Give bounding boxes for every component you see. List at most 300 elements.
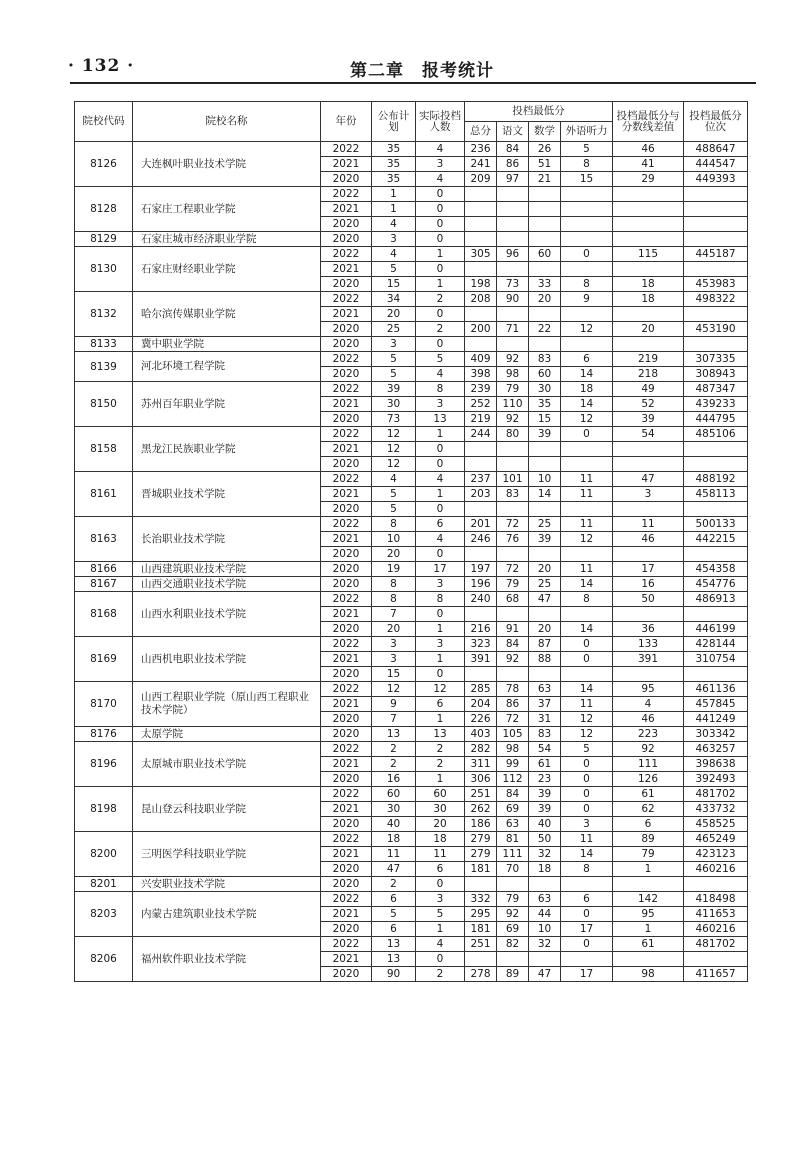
total-cell: 181: [465, 862, 497, 877]
plan-cell: 12: [372, 457, 416, 472]
table-row: [75, 337, 748, 352]
school-name-cell: 三明医学科技职业学院: [133, 832, 321, 877]
chinese-cell: [497, 877, 529, 892]
total-cell: 295: [465, 907, 497, 922]
diff-cell: 46: [613, 142, 684, 157]
rank-cell: 460216: [684, 862, 748, 877]
header-math: 数学: [529, 122, 561, 142]
actual-cell: 30: [416, 802, 465, 817]
foreign-cell: 14: [561, 847, 613, 862]
year-cell: 2022: [321, 682, 372, 697]
total-cell: [465, 952, 497, 967]
total-cell: 306: [465, 772, 497, 787]
year-cell: 2022: [321, 142, 372, 157]
diff-cell: [613, 232, 684, 247]
total-cell: 181: [465, 922, 497, 937]
rank-cell: 500133: [684, 517, 748, 532]
foreign-cell: 0: [561, 637, 613, 652]
chinese-cell: 84: [497, 787, 529, 802]
plan-cell: 13: [372, 952, 416, 967]
math-cell: 40: [529, 817, 561, 832]
school-name-cell: 内蒙古建筑职业技术学院: [133, 892, 321, 937]
foreign-cell: [561, 442, 613, 457]
diff-cell: 111: [613, 757, 684, 772]
foreign-cell: 14: [561, 397, 613, 412]
foreign-cell: 12: [561, 322, 613, 337]
total-cell: 241: [465, 157, 497, 172]
actual-cell: 0: [416, 262, 465, 277]
school-code-cell: 8130: [75, 247, 133, 292]
math-cell: 18: [529, 862, 561, 877]
diff-cell: 18: [613, 277, 684, 292]
math-cell: 20: [529, 562, 561, 577]
diff-cell: 49: [613, 382, 684, 397]
math-cell: 87: [529, 637, 561, 652]
table-row: [75, 592, 748, 607]
diff-cell: 92: [613, 742, 684, 757]
year-cell: 2021: [321, 847, 372, 862]
rank-cell: 303342: [684, 727, 748, 742]
total-cell: 279: [465, 847, 497, 862]
math-cell: 20: [529, 622, 561, 637]
year-cell: 2021: [321, 262, 372, 277]
actual-cell: 8: [416, 382, 465, 397]
rank-cell: 310754: [684, 652, 748, 667]
math-cell: 39: [529, 427, 561, 442]
total-cell: 203: [465, 487, 497, 502]
plan-cell: 5: [372, 907, 416, 922]
foreign-cell: 14: [561, 577, 613, 592]
total-cell: 323: [465, 637, 497, 652]
header-name: 院校名称: [133, 102, 321, 142]
rank-cell: 445187: [684, 247, 748, 262]
chinese-cell: 73: [497, 277, 529, 292]
actual-cell: 1: [416, 277, 465, 292]
chinese-cell: [497, 442, 529, 457]
foreign-cell: 0: [561, 757, 613, 772]
year-cell: 2022: [321, 832, 372, 847]
diff-cell: 11: [613, 517, 684, 532]
school-name-cell: 黑龙江民族职业学院: [133, 427, 321, 472]
math-cell: 10: [529, 472, 561, 487]
total-cell: 409: [465, 352, 497, 367]
actual-cell: 4: [416, 472, 465, 487]
math-cell: [529, 547, 561, 562]
rank-cell: 488647: [684, 142, 748, 157]
total-cell: 244: [465, 427, 497, 442]
school-name-cell: 太原城市职业技术学院: [133, 742, 321, 787]
school-code-cell: 8150: [75, 382, 133, 427]
diff-cell: 133: [613, 637, 684, 652]
actual-cell: 1: [416, 772, 465, 787]
school-name-cell: 长治职业技术学院: [133, 517, 321, 562]
header-year: 年份: [321, 102, 372, 142]
chinese-cell: [497, 187, 529, 202]
rank-cell: 428144: [684, 637, 748, 652]
plan-cell: 25: [372, 322, 416, 337]
plan-cell: 20: [372, 307, 416, 322]
actual-cell: 3: [416, 892, 465, 907]
rank-cell: [684, 337, 748, 352]
header-code: 院校代码: [75, 102, 133, 142]
chinese-cell: [497, 502, 529, 517]
diff-cell: [613, 307, 684, 322]
chinese-cell: 69: [497, 922, 529, 937]
actual-cell: 4: [416, 172, 465, 187]
plan-cell: 3: [372, 232, 416, 247]
rank-cell: 453190: [684, 322, 748, 337]
total-cell: [465, 547, 497, 562]
year-cell: 2022: [321, 592, 372, 607]
chinese-cell: 111: [497, 847, 529, 862]
school-code-cell: 8133: [75, 337, 133, 352]
diff-cell: [613, 877, 684, 892]
foreign-cell: [561, 232, 613, 247]
actual-cell: 2: [416, 322, 465, 337]
plan-cell: 30: [372, 397, 416, 412]
foreign-cell: [561, 262, 613, 277]
rank-cell: 446199: [684, 622, 748, 637]
diff-cell: 391: [613, 652, 684, 667]
school-code-cell: 8201: [75, 877, 133, 892]
year-cell: 2021: [321, 442, 372, 457]
school-code-cell: 8161: [75, 472, 133, 517]
chinese-cell: [497, 547, 529, 562]
total-cell: 391: [465, 652, 497, 667]
chinese-cell: 89: [497, 967, 529, 982]
year-cell: 2020: [321, 322, 372, 337]
diff-cell: 18: [613, 292, 684, 307]
actual-cell: 17: [416, 562, 465, 577]
foreign-cell: 14: [561, 682, 613, 697]
actual-cell: 12: [416, 682, 465, 697]
plan-cell: 13: [372, 727, 416, 742]
actual-cell: 0: [416, 877, 465, 892]
actual-cell: 60: [416, 787, 465, 802]
actual-cell: 13: [416, 727, 465, 742]
total-cell: 201: [465, 517, 497, 532]
school-code-cell: 8166: [75, 562, 133, 577]
math-cell: 51: [529, 157, 561, 172]
math-cell: 61: [529, 757, 561, 772]
actual-cell: 0: [416, 337, 465, 352]
foreign-cell: 17: [561, 967, 613, 982]
table-row: [75, 427, 748, 442]
diff-cell: 39: [613, 412, 684, 427]
math-cell: 30: [529, 382, 561, 397]
table-row: [75, 247, 748, 262]
chinese-cell: 79: [497, 892, 529, 907]
total-cell: 239: [465, 382, 497, 397]
foreign-cell: [561, 457, 613, 472]
math-cell: 25: [529, 517, 561, 532]
foreign-cell: 5: [561, 142, 613, 157]
header-rank: 投档最低分位次: [684, 102, 748, 142]
header-rule: [70, 82, 756, 84]
foreign-cell: 0: [561, 772, 613, 787]
foreign-cell: 17: [561, 922, 613, 937]
plan-cell: 35: [372, 142, 416, 157]
rank-cell: 444795: [684, 412, 748, 427]
school-code-cell: 8203: [75, 892, 133, 937]
foreign-cell: 0: [561, 937, 613, 952]
diff-cell: 62: [613, 802, 684, 817]
rank-cell: 453983: [684, 277, 748, 292]
rank-cell: [684, 232, 748, 247]
rank-cell: 411653: [684, 907, 748, 922]
total-cell: 219: [465, 412, 497, 427]
diff-cell: [613, 337, 684, 352]
total-cell: 216: [465, 622, 497, 637]
table-row: [75, 727, 748, 742]
foreign-cell: 6: [561, 892, 613, 907]
school-name-cell: 昆山登云科技职业学院: [133, 787, 321, 832]
math-cell: 50: [529, 832, 561, 847]
chinese-cell: 69: [497, 802, 529, 817]
actual-cell: 5: [416, 907, 465, 922]
chinese-cell: 98: [497, 742, 529, 757]
foreign-cell: 0: [561, 652, 613, 667]
rank-cell: 444547: [684, 157, 748, 172]
year-cell: 2020: [321, 277, 372, 292]
foreign-cell: 15: [561, 172, 613, 187]
chinese-cell: 86: [497, 157, 529, 172]
foreign-cell: 3: [561, 817, 613, 832]
school-name-cell: 冀中职业学院: [133, 337, 321, 352]
header-min-score-group: 投档最低分: [465, 102, 613, 122]
actual-cell: 0: [416, 232, 465, 247]
plan-cell: 12: [372, 442, 416, 457]
school-name-cell: 兴安职业技术学院: [133, 877, 321, 892]
page-number: · 132 ·: [68, 56, 135, 76]
diff-cell: 3: [613, 487, 684, 502]
table-body: [75, 142, 748, 982]
plan-cell: 4: [372, 217, 416, 232]
school-name-cell: 河北环境工程学院: [133, 352, 321, 382]
math-cell: 31: [529, 712, 561, 727]
math-cell: [529, 877, 561, 892]
chinese-cell: [497, 337, 529, 352]
actual-cell: 3: [416, 577, 465, 592]
rank-cell: 458525: [684, 817, 748, 832]
header-total: 总分: [465, 122, 497, 142]
year-cell: 2021: [321, 802, 372, 817]
chinese-cell: 79: [497, 382, 529, 397]
year-cell: 2022: [321, 517, 372, 532]
math-cell: [529, 262, 561, 277]
math-cell: 39: [529, 787, 561, 802]
foreign-cell: [561, 502, 613, 517]
total-cell: 278: [465, 967, 497, 982]
math-cell: 33: [529, 277, 561, 292]
actual-cell: 3: [416, 637, 465, 652]
math-cell: [529, 502, 561, 517]
school-name-cell: 石家庄工程职业学院: [133, 187, 321, 232]
math-cell: 21: [529, 172, 561, 187]
actual-cell: 13: [416, 412, 465, 427]
plan-cell: 7: [372, 607, 416, 622]
school-name-cell: 太原学院: [133, 727, 321, 742]
year-cell: 2020: [321, 217, 372, 232]
rank-cell: [684, 667, 748, 682]
school-code-cell: 8176: [75, 727, 133, 742]
foreign-cell: 11: [561, 517, 613, 532]
math-cell: 47: [529, 967, 561, 982]
diff-cell: 218: [613, 367, 684, 382]
diff-cell: [613, 952, 684, 967]
actual-cell: 1: [416, 427, 465, 442]
diff-cell: [613, 442, 684, 457]
plan-cell: 13: [372, 937, 416, 952]
chinese-cell: 92: [497, 412, 529, 427]
year-cell: 2021: [321, 397, 372, 412]
math-cell: 83: [529, 727, 561, 742]
rank-cell: [684, 547, 748, 562]
total-cell: 240: [465, 592, 497, 607]
year-cell: 2022: [321, 892, 372, 907]
diff-cell: 61: [613, 787, 684, 802]
total-cell: [465, 502, 497, 517]
foreign-cell: 11: [561, 472, 613, 487]
math-cell: 60: [529, 367, 561, 382]
table-row: [75, 787, 748, 802]
school-code-cell: 8200: [75, 832, 133, 877]
rank-cell: 442215: [684, 532, 748, 547]
year-cell: 2022: [321, 292, 372, 307]
chinese-cell: 81: [497, 832, 529, 847]
total-cell: 305: [465, 247, 497, 262]
school-code-cell: 8158: [75, 427, 133, 472]
plan-cell: 4: [372, 247, 416, 262]
plan-cell: 20: [372, 622, 416, 637]
actual-cell: 0: [416, 217, 465, 232]
diff-cell: 6: [613, 817, 684, 832]
chinese-cell: 99: [497, 757, 529, 772]
chinese-cell: 110: [497, 397, 529, 412]
math-cell: [529, 187, 561, 202]
table-row: [75, 382, 748, 397]
chinese-cell: 72: [497, 712, 529, 727]
total-cell: 200: [465, 322, 497, 337]
plan-cell: 5: [372, 352, 416, 367]
total-cell: 197: [465, 562, 497, 577]
diff-cell: 126: [613, 772, 684, 787]
rank-cell: [684, 457, 748, 472]
rank-cell: [684, 187, 748, 202]
plan-cell: 12: [372, 427, 416, 442]
rank-cell: [684, 607, 748, 622]
year-cell: 2020: [321, 712, 372, 727]
chinese-cell: [497, 202, 529, 217]
rank-cell: 486913: [684, 592, 748, 607]
chinese-cell: 91: [497, 622, 529, 637]
year-cell: 2020: [321, 172, 372, 187]
chinese-cell: 80: [497, 427, 529, 442]
rank-cell: 460216: [684, 922, 748, 937]
foreign-cell: [561, 187, 613, 202]
table-row: [75, 742, 748, 757]
actual-cell: 6: [416, 517, 465, 532]
foreign-cell: 0: [561, 802, 613, 817]
year-cell: 2022: [321, 187, 372, 202]
actual-cell: 0: [416, 547, 465, 562]
rank-cell: 441249: [684, 712, 748, 727]
actual-cell: 1: [416, 487, 465, 502]
school-name-cell: 石家庄财经职业学院: [133, 247, 321, 292]
table-row: [75, 577, 748, 592]
table-row: [75, 637, 748, 652]
school-code-cell: 8128: [75, 187, 133, 232]
math-cell: 14: [529, 487, 561, 502]
year-cell: 2021: [321, 907, 372, 922]
year-cell: 2020: [321, 967, 372, 982]
year-cell: 2021: [321, 652, 372, 667]
chinese-cell: [497, 952, 529, 967]
foreign-cell: [561, 952, 613, 967]
rank-cell: 458113: [684, 487, 748, 502]
table-row: [75, 292, 748, 307]
school-code-cell: 8163: [75, 517, 133, 562]
table-row: [75, 352, 748, 367]
foreign-cell: 8: [561, 277, 613, 292]
diff-cell: 52: [613, 397, 684, 412]
year-cell: 2020: [321, 457, 372, 472]
plan-cell: 34: [372, 292, 416, 307]
actual-cell: 2: [416, 967, 465, 982]
actual-cell: 0: [416, 607, 465, 622]
diff-cell: 1: [613, 922, 684, 937]
foreign-cell: 0: [561, 907, 613, 922]
math-cell: 83: [529, 352, 561, 367]
total-cell: 186: [465, 817, 497, 832]
rank-cell: 488192: [684, 472, 748, 487]
plan-cell: 40: [372, 817, 416, 832]
plan-cell: 47: [372, 862, 416, 877]
school-name-cell: 大连枫叶职业技术学院: [133, 142, 321, 187]
rank-cell: 481702: [684, 937, 748, 952]
school-code-cell: 8198: [75, 787, 133, 832]
actual-cell: 0: [416, 202, 465, 217]
math-cell: [529, 457, 561, 472]
year-cell: 2022: [321, 382, 372, 397]
plan-cell: 2: [372, 757, 416, 772]
year-cell: 2022: [321, 247, 372, 262]
rank-cell: [684, 952, 748, 967]
rank-cell: 433732: [684, 802, 748, 817]
chinese-cell: 82: [497, 937, 529, 952]
chinese-cell: [497, 232, 529, 247]
year-cell: 2020: [321, 772, 372, 787]
total-cell: [465, 607, 497, 622]
math-cell: 47: [529, 592, 561, 607]
foreign-cell: [561, 877, 613, 892]
actual-cell: 1: [416, 247, 465, 262]
chinese-cell: 86: [497, 697, 529, 712]
diff-cell: 142: [613, 892, 684, 907]
foreign-cell: 8: [561, 157, 613, 172]
actual-cell: 1: [416, 712, 465, 727]
chinese-cell: 79: [497, 577, 529, 592]
rank-cell: 308943: [684, 367, 748, 382]
school-code-cell: 8168: [75, 592, 133, 637]
diff-cell: 46: [613, 712, 684, 727]
foreign-cell: 0: [561, 427, 613, 442]
math-cell: 44: [529, 907, 561, 922]
year-cell: 2020: [321, 232, 372, 247]
actual-cell: 0: [416, 187, 465, 202]
year-cell: 2021: [321, 697, 372, 712]
diff-cell: [613, 262, 684, 277]
